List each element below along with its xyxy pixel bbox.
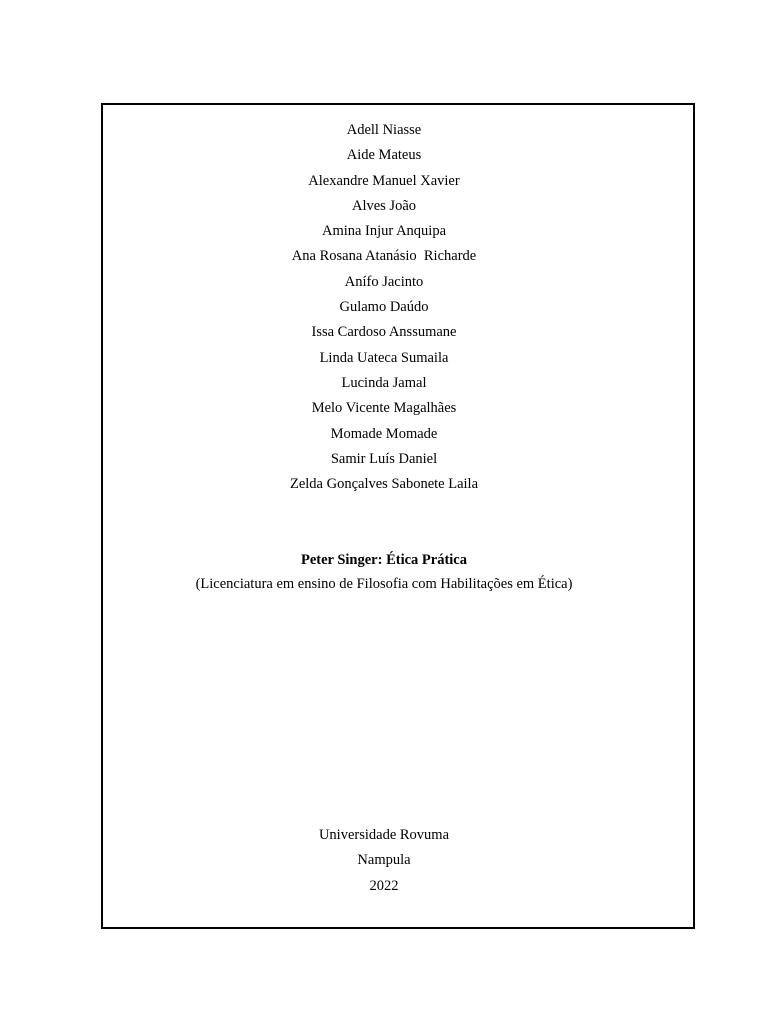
author-name: Ana Rosana Atanásio Richarde [291, 248, 477, 265]
author-name: Adell Niasse [346, 122, 422, 138]
institution-block [0, 823, 768, 899]
author-name: Melo Vicente Magalhães [311, 400, 457, 417]
author-name: Momade Momade [330, 425, 438, 442]
author-name: Alves João [351, 197, 417, 214]
author-name: Lucinda Jamal [341, 374, 427, 391]
author-name: Alexandre Manuel Xavier [308, 172, 460, 189]
author-name: Aide Mateus [346, 147, 422, 164]
author-name: Samir Luís Daniel [330, 450, 438, 467]
institution-name: Universidade Rovuma [318, 827, 450, 843]
author-list [0, 118, 768, 497]
author-name: Linda Uateca Sumaila [319, 349, 449, 366]
author-name: Issa Cardoso Anssumane [311, 324, 457, 341]
author-name: Anífo Jacinto [344, 273, 424, 290]
author-name: Amina Injur Anquipa [321, 223, 447, 240]
document-title: Peter Singer: Ética Prática [300, 552, 467, 568]
author-name: Gulamo Daúdo [339, 299, 429, 316]
author-name: Zelda Gonçalves Sabonete Laila [289, 476, 479, 493]
city-name: Nampula [357, 852, 411, 869]
document-subtitle: (Licenciatura em ensino de Filosofia com Habilitações em Ética) [195, 576, 573, 592]
title-block [0, 548, 768, 596]
year: 2022 [369, 877, 399, 894]
